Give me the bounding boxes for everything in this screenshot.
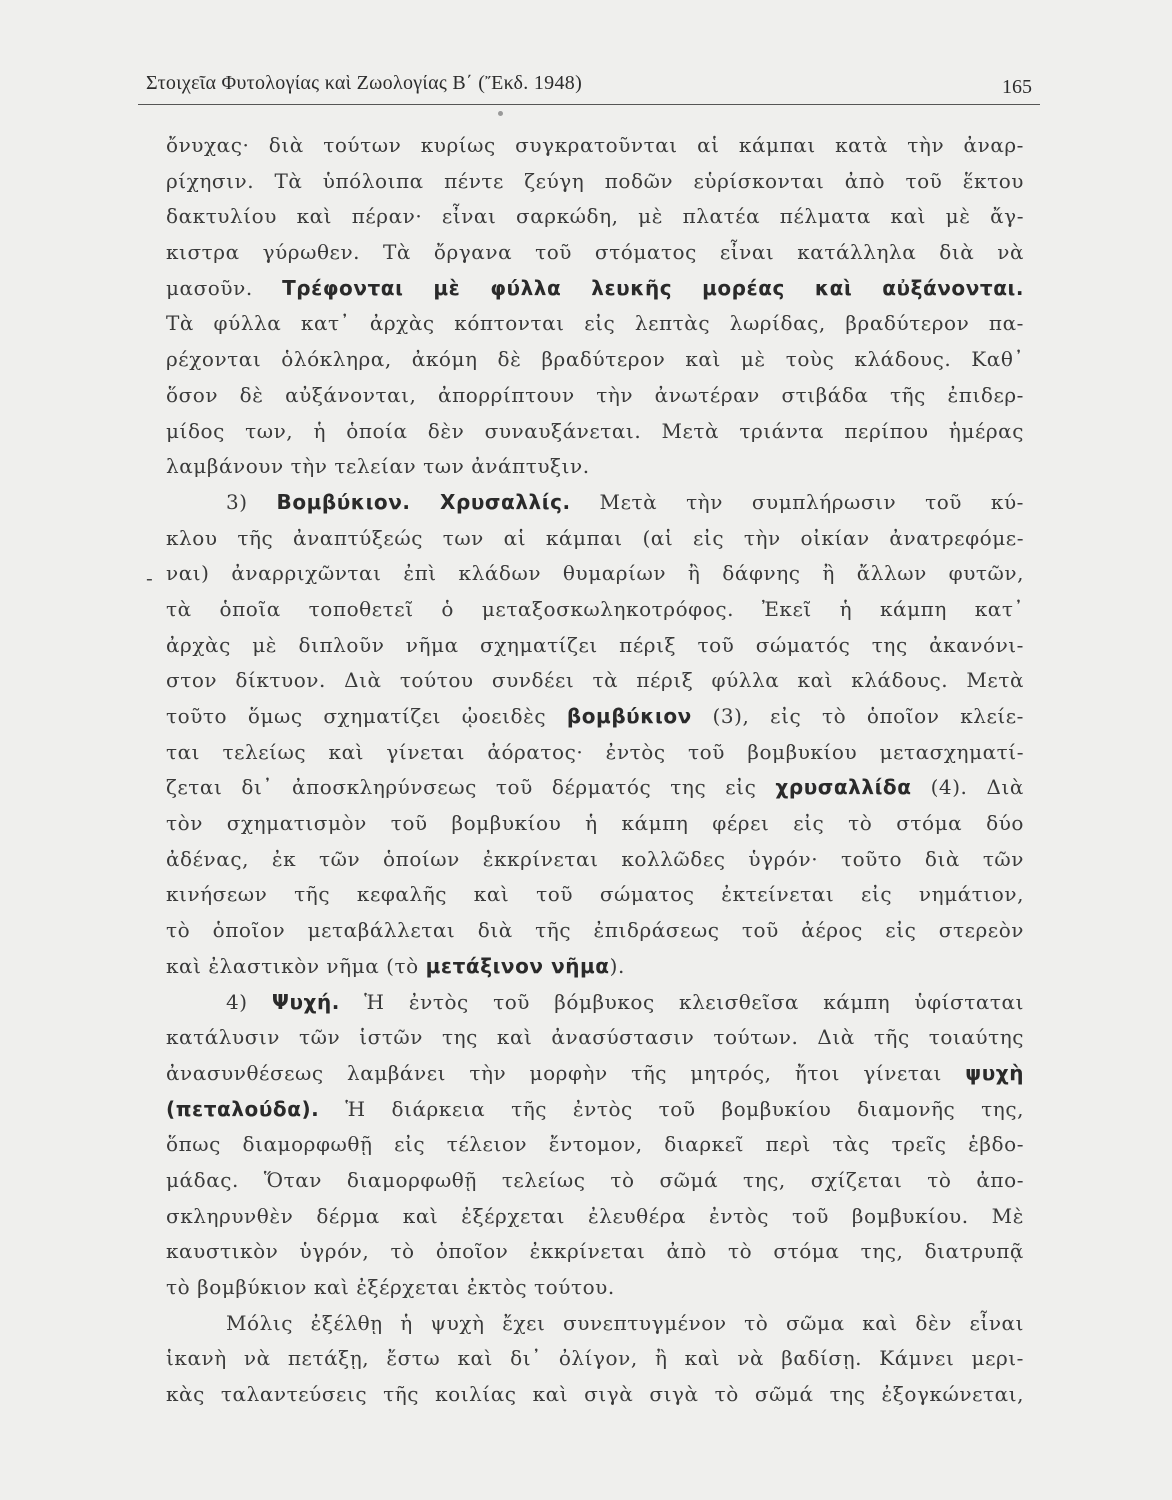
text-line [166,199,1024,235]
bold-term: (πεταλούδα). [166,1096,320,1121]
bold-term: χρυσαλλίδα [775,775,912,800]
text-run: ὅσον δὲ αὐξάνονται, ἀπορρίπτουν τὴν ἀνωτέραν στιβάδα τῆς ἐπιδερ- [166,382,1024,407]
text-line [166,378,1024,414]
text-line [166,877,1024,913]
margin-mark: - [146,566,153,590]
text-line [166,164,1024,200]
text-line [166,592,1024,628]
text-run: μάδας. Ὅταν διαμορφωθῇ τελείως τὸ σῶμά της, σχίζεται τὸ ἀπο- [166,1167,1024,1192]
text-run: ναι) ἀναρριχῶνται ἐπὶ κλάδων θυμαρίων ἢ δάφνης ἢ ἄλλων φυτῶν, [166,561,1024,586]
text-line [166,842,1024,878]
text-run: Τὰ φύλλα κατ᾿ ἀρχὰς κόπτονται εἰς λεπτὰς λωρίδας, βραδύτερον πα- [166,311,1024,336]
bold-term: Ψυχή. [271,989,340,1014]
page-number: 165 [1002,76,1032,98]
text-line [166,271,1024,307]
text-run: μίδος των, ἡ ὁποία δὲν συναυξάνεται. Μετὰ τριάντα περίπου ἡμέρας [166,418,1024,443]
text-line [166,1306,1024,1342]
text-line [166,1199,1024,1235]
bold-term: Τρέφονται μὲ φύλλα λευκῆς μορέας καὶ αὐξάνονται. [282,275,1024,300]
text-line [166,770,1024,806]
text-line [166,1020,1024,1056]
text-run: ὅπως διαμορφωθῇ εἰς τέλειον ἔντομον, διαρκεῖ περὶ τὰς τρεῖς ἑβδο- [166,1132,1024,1157]
text-line [166,985,1024,1021]
text-run: ρέχονται ὁλόκληρα, ἀκόμη δὲ βραδύτερον καὶ μὲ τοὺς κλάδους. Καθ᾿ [166,347,1024,372]
header-title: Στοιχεῖα Φυτολογίας καὶ Ζωολογίας Β΄ (Ἔκδ. 1948) [146,72,583,94]
text-run: ται τελείως καὶ γίνεται ἀόρατος· ἐντὸς τοῦ βομβυκίου μετασχηματί- [166,739,1024,764]
text-line [166,1377,1024,1413]
text-run: Ἡ ἐντὸς τοῦ βόμβυκος κλεισθεῖσα κάμπη ὑφίσταται [339,989,1024,1014]
running-header [138,70,1040,110]
text-line [166,235,1024,271]
text-line [166,663,1024,699]
body-text [166,128,1024,1413]
text-run: τὰ ὁποῖα τοποθετεῖ ὁ μεταξοσκωληκοτρόφος. Ἐκεῖ ἡ κάμπη κατ᾿ [166,596,1024,621]
text-line [166,1163,1024,1199]
text-run: τὸν σχηματισμὸν τοῦ βομβυκίου ἡ κάμπη φέρει εἰς τὸ στόμα δύο [166,811,1024,836]
text-line [166,949,1024,985]
text-line [166,1056,1024,1092]
text-run: (4). Διὰ [911,775,1024,800]
text-line [166,1092,1024,1128]
text-line [166,342,1024,378]
text-line [166,1341,1024,1377]
text-run: ἀδένας, ἐκ τῶν ὁποίων ἐκκρίνεται κολλῶδες ὑγρόν· τοῦτο διὰ τῶν [166,846,1024,871]
bold-term: μετάξινον νῆμα [425,953,610,978]
text-run: κὰς ταλαντεύσεις τῆς κοιλίας καὶ σιγὰ σιγὰ τὸ σῶμά της ἐξογκώνεται, [166,1382,1024,1407]
text-line [166,735,1024,771]
text-line [166,521,1024,557]
text-run: δακτυλίου καὶ πέραν· εἶναι σαρκώδη, μὲ πλατέα πέλματα καὶ μὲ ἄγ- [166,204,1024,229]
text-line [166,306,1024,342]
text-line [166,556,1024,592]
text-run: ρίχησιν. Τὰ ὑπόλοιπα πέντε ζεύγη ποδῶν εὑρίσκονται ἀπὸ τοῦ ἕκτου [166,168,1024,193]
text-run: κλου τῆς ἀναπτύξεώς των αἱ κάμπαι (αἱ εἰς τὴν οἰκίαν ἀνατρεφόμε- [166,525,1024,550]
text-run: ὄνυχας· διὰ τούτων κυρίως συγκρατοῦνται αἱ κάμπαι κατὰ τὴν ἀναρ- [166,133,1024,157]
text-run: κινήσεων τῆς κεφαλῆς καὶ τοῦ σώματος ἐκτείνεται εἰς νημάτιον, [166,882,1024,907]
text-run: λαμβάνουν τὴν τελείαν των ἀνάπτυξιν. [166,454,590,479]
text-run: στον δίκτυον. Διὰ τούτου συνδέει τὰ πέριξ φύλλα καὶ κλάδους. Μετὰ [166,668,1024,693]
bold-term: Βομβύκιον. Χρυσαλλίς. [276,489,571,514]
text-line [166,628,1024,664]
text-line [166,913,1024,949]
text-run: ἀνασυνθέσεως λαμβάνει τὴν μορφὴν τῆς μητρός, ἤτοι γίνεται [166,1060,966,1085]
text-run: σκληρυνθὲν δέρμα καὶ ἐξέρχεται ἐλευθέρα ἐντὸς τοῦ βομβυκίου. Μὲ [166,1203,1024,1228]
text-line [166,414,1024,450]
text-run: κιστρα γύρωθεν. Τὰ ὄργανα τοῦ στόματος εἶναι κατάλληλα διὰ νὰ [166,240,1024,265]
text-run: ἱκανὴ νὰ πετάξῃ, ἔστω καὶ δι᾿ ὀλίγον, ἢ καὶ νὰ βαδίσῃ. Κάμνει μερι- [166,1346,1024,1371]
text-line [166,1234,1024,1270]
bold-term: ψυχὴ [965,1060,1024,1085]
text-run: καυστικὸν ὑγρόν, τὸ ὁποῖον ἐκκρίνεται ἀπὸ τὸ στόμα της, διατρυπᾷ [166,1239,1024,1264]
text-line [166,806,1024,842]
bold-term: βομβύκιον [566,704,692,728]
text-run: 3) [226,489,277,514]
text-line [166,485,1024,521]
text-run: κατάλυσιν τῶν ἱστῶν της καὶ ἀνασύστασιν τούτων. Διὰ τῆς τοιαύτης [166,1025,1024,1050]
text-line [166,1270,1024,1306]
text-run: ἀρχὰς μὲ διπλοῦν νῆμα σχηματίζει πέριξ τοῦ σώματός της ἀκανόνι- [166,632,1024,657]
text-run: 4) [226,989,272,1014]
text-run: ). [609,953,625,978]
text-run: Ἡ διάρκεια τῆς ἐντὸς τοῦ βομβυκίου διαμονῆς της, [319,1096,1024,1121]
text-run: τὸ βομβύκιον καὶ ἐξέρχεται ἐκτὸς τούτου. [166,1275,615,1299]
text-run: τὸ ὁποῖον μεταβάλλεται διὰ τῆς ἐπιδράσεως τοῦ ἀέρος εἰς στερεὸν [166,918,1024,943]
text-line [166,449,1024,485]
text-run: μασοῦν. [166,275,283,300]
text-line [166,1127,1024,1163]
text-run: καὶ ἐλαστικὸν νῆμα (τὸ [166,953,426,978]
text-line [166,699,1024,735]
text-run: τοῦτο ὅμως σχηματίζει ᾠοειδὲς [166,704,567,728]
text-run: Μετὰ τὴν συμπλήρωσιν τοῦ κύ- [570,489,1024,514]
ink-dot [498,111,503,116]
text-run: (3), εἰς τὸ ὁποῖον κλείε- [691,704,1024,728]
text-run: ζεται δι᾿ ἀποσκληρύνσεως τοῦ δέρματός της εἰς [166,775,776,800]
text-run: Μόλις ἐξέλθῃ ἡ ψυχὴ ἔχει συνεπτυγμένον τὸ σῶμα καὶ δὲν εἶναι [226,1310,1024,1335]
text-line [166,128,1024,164]
header-rule [138,104,1040,105]
